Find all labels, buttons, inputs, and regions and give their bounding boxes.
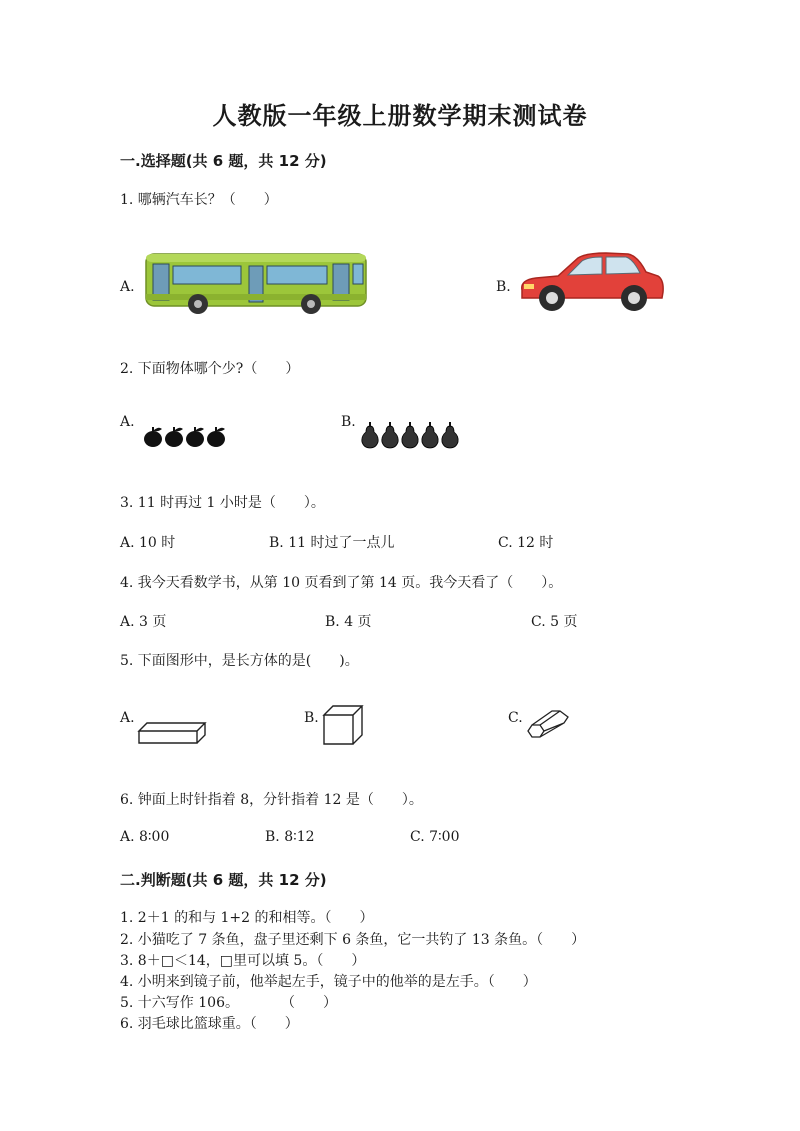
q6-option-c: C. 7∶00	[410, 829, 460, 845]
pear-icon	[382, 422, 398, 448]
pear-icon	[402, 422, 418, 448]
apple-icon	[207, 427, 225, 447]
q1-option-b-label: B.	[496, 279, 511, 295]
q4-option-c: C. 5 页	[531, 614, 578, 630]
judgement-item-2: 2. 小猫吃了 7 条鱼，盘子里还剩下 6 条鱼，它一共钓了 13 条鱼。（ ）	[120, 932, 586, 948]
cuboid-shape	[137, 719, 207, 745]
hexagonal-prism-shape	[524, 707, 570, 747]
judgement-item-4: 4. 小明来到镜子前，他举起左手，镜子中的他举的是左手。（ ）	[120, 974, 537, 990]
q5-option-a-label: A.	[120, 710, 135, 726]
car-image	[516, 250, 666, 314]
q6-option-b: B. 8∶12	[265, 829, 315, 845]
apple-icon	[144, 427, 162, 447]
q5-option-b-label: B.	[304, 710, 319, 726]
question-2: 2. 下面物体哪个少?（ ）	[120, 361, 300, 377]
bus-image	[143, 250, 369, 316]
question-5: 5. 下面图形中，是长方体的是( )。	[120, 653, 359, 669]
cube-shape	[321, 703, 365, 747]
judgement-item-1: 1. 2＋1 的和与 1+2 的和相等。（ ）	[120, 910, 374, 926]
q4-option-a: A. 3 页	[120, 614, 167, 630]
q1-option-a-label: A.	[120, 279, 135, 295]
question-6: 6. 钟面上时针指着 8，分针指着 12 是（ ）。	[120, 792, 423, 808]
question-3: 3. 11 时再过 1 小时是（ ）。	[120, 495, 325, 511]
q3-option-a: A. 10 时	[120, 535, 176, 551]
apple-icon-group	[143, 426, 231, 448]
judgement-item-3: 3. 8＋□＜14，□里可以填 5。（ ）	[120, 953, 366, 969]
apple-icon	[186, 427, 204, 447]
question-4: 4. 我今天看数学书，从第 10 页看到了第 14 页。我今天看了（ ）。	[120, 575, 563, 591]
section-heading-choice: 一.选择题(共 6 题，共 12 分)	[120, 152, 327, 170]
q6-option-a: A. 8∶00	[120, 829, 170, 845]
q3-option-c: C. 12 时	[498, 535, 554, 551]
q4-option-b: B. 4 页	[325, 614, 372, 630]
question-1: 1. 哪辆汽车长？（ ）	[120, 192, 278, 208]
apple-icon	[165, 427, 183, 447]
q5-option-c-label: C.	[508, 710, 523, 726]
judgement-item-6: 6. 羽毛球比篮球重。（ ）	[120, 1016, 299, 1032]
section-heading-judgement: 二.判断题(共 6 题，共 12 分)	[120, 871, 327, 889]
q2-option-a-label: A.	[120, 414, 135, 430]
q2-option-b-label: B.	[341, 414, 356, 430]
page-title: 人教版一年级上册数学期末测试卷	[212, 102, 588, 130]
judgement-item-5: 5. 十六写作 106。 （ ）	[120, 995, 337, 1011]
pear-icon	[442, 422, 458, 448]
pear-icon	[422, 422, 438, 448]
pear-icon	[362, 422, 378, 448]
pear-icon-group	[361, 422, 461, 450]
q3-option-b: B. 11 时过了一点儿	[269, 535, 395, 551]
